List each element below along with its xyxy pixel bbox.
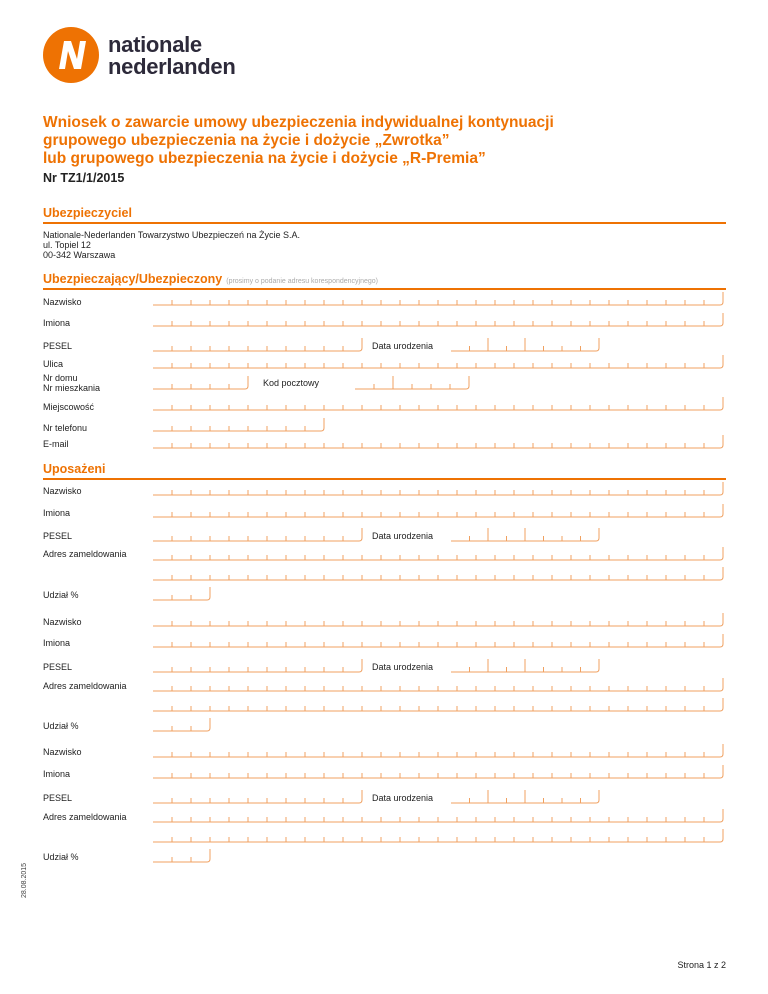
beneficiary1-surname-input[interactable] (153, 482, 723, 496)
beneficiary1-label-names: Imiona (43, 508, 71, 518)
pesel-input[interactable] (153, 338, 362, 352)
beneficiary2-label-pesel: PESEL (43, 662, 73, 672)
label-phone: Nr telefonu (43, 423, 88, 433)
label-street: Ulica (43, 359, 64, 369)
beneficiary3-label-names: Imiona (43, 769, 71, 779)
city-input[interactable] (153, 397, 723, 411)
insured-heading-note: (prosimy o podanie adresu korespondencyjnego) (226, 278, 378, 285)
form-title-line2: grupowego ubezpieczenia na życie i dożycie „Zwrotka” (43, 132, 450, 149)
beneficiary2-label-birth-date: Data urodzenia (372, 662, 434, 672)
document-number: Nr TZ1/1/2015 (43, 171, 125, 185)
label-email: E-mail (43, 439, 69, 449)
beneficiary1-label-pesel: PESEL (43, 531, 73, 541)
beneficiary2-pesel-input[interactable] (153, 659, 362, 673)
label-surname: Nazwisko (43, 297, 82, 307)
beneficiary1-address-input-line2[interactable] (153, 567, 723, 581)
label-city: Miejscowość (43, 402, 95, 412)
label-house-no: Nr domu (43, 373, 78, 383)
label-birth-date: Data urodzenia (372, 341, 434, 351)
beneficiary3-label-pesel: PESEL (43, 793, 73, 803)
section-heading-insured (43, 272, 378, 286)
brand-name-line2: nederlanden (108, 54, 236, 79)
email-input[interactable] (153, 435, 723, 449)
section-heading-beneficiaries: Uposażeni (43, 462, 106, 476)
insured-heading-text: Ubezpieczający/Ubezpieczony (43, 272, 223, 286)
beneficiary2-label-share: Udział % (43, 721, 79, 731)
beneficiary3-label-birth-date: Data urodzenia (372, 793, 434, 803)
beneficiary1-label-surname: Nazwisko (43, 486, 82, 496)
section-divider (43, 288, 726, 290)
form-version-date: 28.08.2015 (21, 862, 28, 898)
section-heading-insurer: Ubezpieczyciel (43, 206, 132, 220)
brand-name-line1: nationale (108, 32, 202, 57)
beneficiary3-names-input[interactable] (153, 765, 723, 779)
page-number: Strona 1 z 2 (677, 960, 726, 970)
section-divider (43, 478, 726, 480)
phone-input[interactable] (153, 418, 324, 432)
beneficiary1-label-birth-date: Data urodzenia (372, 531, 434, 541)
form-title-line3: lub grupowego ubezpieczenia na życie i dożycie „R-Premia” (43, 150, 486, 167)
names-input[interactable] (153, 313, 723, 327)
insurer-address-line1: Nationale-Nederlanden Towarzystwo Ubezpieczeń na Życie S.A. (43, 230, 300, 240)
beneficiary2-surname-input[interactable] (153, 613, 723, 627)
beneficiary1-names-input[interactable] (153, 504, 723, 518)
beneficiary1-share-input[interactable] (153, 587, 210, 601)
section-divider (43, 222, 726, 224)
beneficiary2-share-input[interactable] (153, 718, 210, 732)
beneficiary3-address-input-line1[interactable] (153, 809, 723, 823)
beneficiary3-share-input[interactable] (153, 849, 210, 863)
beneficiary3-address-input-line2[interactable] (153, 829, 723, 843)
beneficiary3-label-surname: Nazwisko (43, 747, 82, 757)
label-postal-code: Kod pocztowy (263, 378, 320, 388)
beneficiary2-address-input-line2[interactable] (153, 698, 723, 712)
label-pesel: PESEL (43, 341, 73, 351)
birth-date-input[interactable] (451, 338, 599, 352)
beneficiary1-label-share: Udział % (43, 590, 79, 600)
postal-code-input[interactable] (355, 376, 469, 390)
beneficiary2-label-address: Adres zameldowania (43, 681, 127, 691)
beneficiary2-birth-date-input[interactable] (451, 659, 599, 673)
beneficiary1-birth-date-input[interactable] (451, 528, 599, 542)
insurer-address-line3: 00-342 Warszawa (43, 250, 116, 260)
beneficiary3-pesel-input[interactable] (153, 790, 362, 804)
beneficiary3-surname-input[interactable] (153, 744, 723, 758)
insurer-address-line2: ul. Topiel 12 (43, 240, 91, 250)
label-flat-no: Nr mieszkania (43, 383, 101, 393)
form-title-line1: Wniosek o zawarcie umowy ubezpieczenia indywidualnej kontynuacji (43, 114, 554, 131)
beneficiary3-birth-date-input[interactable] (451, 790, 599, 804)
beneficiary2-address-input-line1[interactable] (153, 678, 723, 692)
street-input[interactable] (153, 355, 723, 369)
house-number-input[interactable] (153, 376, 248, 390)
label-names: Imiona (43, 318, 71, 328)
beneficiary2-label-surname: Nazwisko (43, 617, 82, 627)
nn-logo-icon (42, 26, 100, 84)
beneficiary2-label-names: Imiona (43, 638, 71, 648)
beneficiary3-label-share: Udział % (43, 852, 79, 862)
beneficiary1-pesel-input[interactable] (153, 528, 362, 542)
surname-input[interactable] (153, 292, 723, 306)
beneficiary3-label-address: Adres zameldowania (43, 812, 127, 822)
beneficiary1-address-input-line1[interactable] (153, 547, 723, 561)
beneficiary1-label-address: Adres zameldowania (43, 549, 127, 559)
beneficiary2-names-input[interactable] (153, 634, 723, 648)
